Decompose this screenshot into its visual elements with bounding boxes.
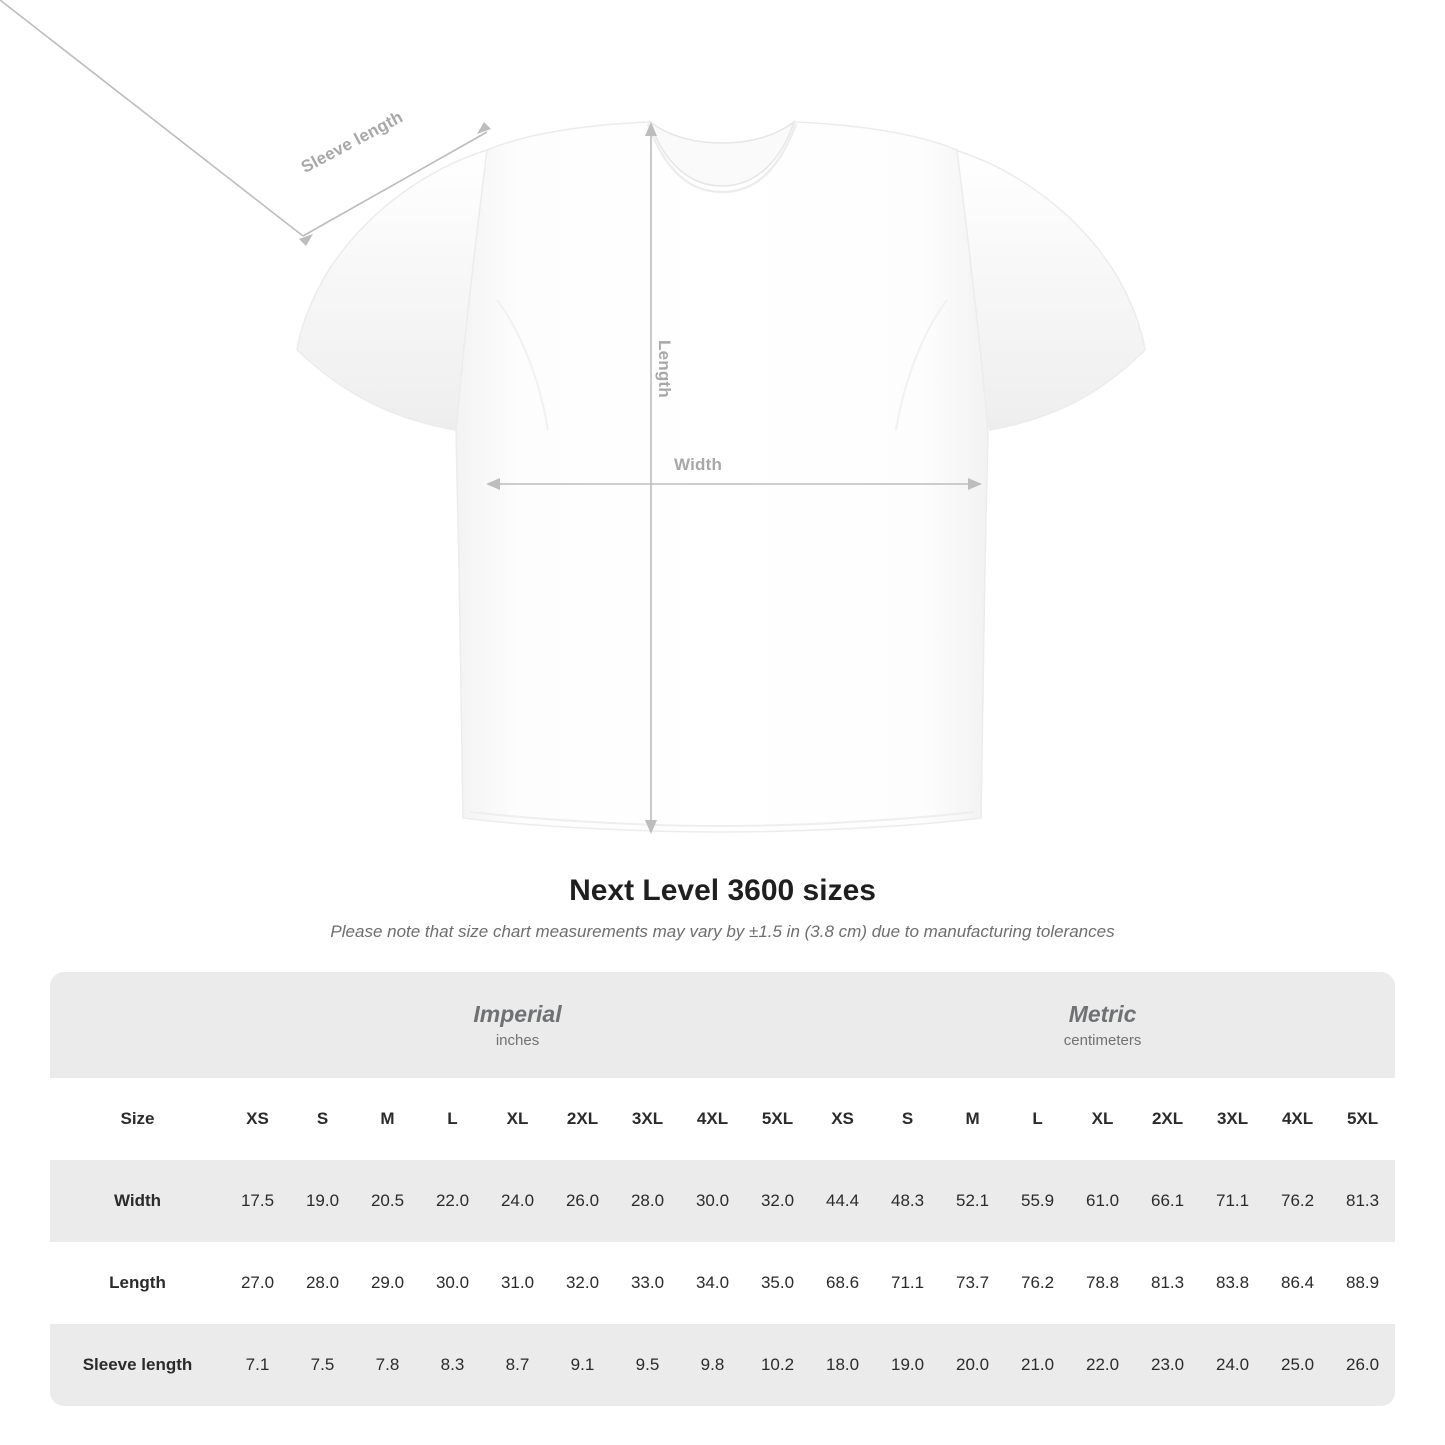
size-header-cell: XS: [225, 1078, 290, 1160]
cell-value: 10.2: [745, 1324, 810, 1406]
size-table: [50, 972, 1395, 1406]
title-block: [0, 874, 1445, 942]
size-header-cell: 4XL: [1265, 1078, 1330, 1160]
table-row: [50, 1160, 1395, 1242]
size-header-cell: 2XL: [550, 1078, 615, 1160]
unit-header-row: [50, 972, 1395, 1078]
cell-value: 9.5: [615, 1324, 680, 1406]
size-header-cell: L: [420, 1078, 485, 1160]
cell-value: 7.8: [355, 1324, 420, 1406]
table-row: [50, 1324, 1395, 1406]
page-title: Next Level 3600 sizes: [569, 874, 876, 907]
size-header-row: [50, 1078, 1395, 1160]
size-header-cell: 5XL: [1330, 1078, 1395, 1160]
sleeve-length-label: Sleeve length: [298, 107, 406, 177]
cell-value: 19.0: [290, 1160, 355, 1242]
cell-value: 83.8: [1200, 1242, 1265, 1324]
unit-spacer-cell: [50, 972, 225, 1078]
cell-value: 27.0: [225, 1242, 290, 1324]
cell-value: 86.4: [1265, 1242, 1330, 1324]
cell-value: 19.0: [875, 1324, 940, 1406]
unit-group-imperial: [225, 972, 810, 1078]
cell-value: 32.0: [550, 1242, 615, 1324]
cell-value: 28.0: [290, 1242, 355, 1324]
cell-value: 20.5: [355, 1160, 420, 1242]
cell-value: 78.8: [1070, 1242, 1135, 1324]
cell-value: 25.0: [1265, 1324, 1330, 1406]
cell-value: 71.1: [875, 1242, 940, 1324]
tolerance-note: Please note that size chart measurements may vary by ±1.5 in (3.8 cm) due to manufacturing tolerances: [330, 922, 1115, 941]
unit-imperial-sub: inches: [495, 1032, 540, 1050]
size-header-cell: 2XL: [1135, 1078, 1200, 1160]
size-header-cell: 3XL: [1200, 1078, 1265, 1160]
cell-value: 44.4: [810, 1160, 875, 1242]
cell-value: 8.7: [485, 1324, 550, 1406]
table-row: [50, 1242, 1395, 1324]
size-header-cell: L: [1005, 1078, 1070, 1160]
cell-value: 7.1: [225, 1324, 290, 1406]
cell-value: 9.1: [550, 1324, 615, 1406]
size-header-cell: XL: [485, 1078, 550, 1160]
cell-value: 22.0: [420, 1160, 485, 1242]
cell-value: 55.9: [1005, 1160, 1070, 1242]
size-header-cell: S: [290, 1078, 355, 1160]
size-header-cell: 3XL: [615, 1078, 680, 1160]
unit-group-metric: [810, 972, 1395, 1078]
cell-value: 17.5: [225, 1160, 290, 1242]
length-label: Length: [655, 340, 674, 398]
cell-value: 81.3: [1135, 1242, 1200, 1324]
cell-value: 48.3: [875, 1160, 940, 1242]
cell-value: 76.2: [1265, 1160, 1330, 1242]
cell-value: 26.0: [550, 1160, 615, 1242]
cell-value: 73.7: [940, 1242, 1005, 1324]
cell-value: 26.0: [1330, 1324, 1395, 1406]
cell-value: 20.0: [940, 1324, 1005, 1406]
cell-value: 88.9: [1330, 1242, 1395, 1324]
row-label-sleeve-length: Sleeve length: [50, 1324, 225, 1406]
cell-value: 9.8: [680, 1324, 745, 1406]
unit-imperial-name: Imperial: [473, 1000, 562, 1027]
cell-value: 24.0: [1200, 1324, 1265, 1406]
cell-value: 31.0: [485, 1242, 550, 1324]
row-label-width: Width: [50, 1160, 225, 1242]
size-header-cell: M: [355, 1078, 420, 1160]
cell-value: 76.2: [1005, 1242, 1070, 1324]
size-header-cell: M: [940, 1078, 1005, 1160]
cell-value: 22.0: [1070, 1324, 1135, 1406]
cell-value: 52.1: [940, 1160, 1005, 1242]
cell-value: 29.0: [355, 1242, 420, 1324]
cell-value: 35.0: [745, 1242, 810, 1324]
cell-value: 24.0: [485, 1160, 550, 1242]
size-table-wrapper: [50, 972, 1395, 1406]
cell-value: 71.1: [1200, 1160, 1265, 1242]
cell-value: 32.0: [745, 1160, 810, 1242]
cell-value: 30.0: [420, 1242, 485, 1324]
width-label: Width: [674, 455, 723, 474]
size-header-cell: 4XL: [680, 1078, 745, 1160]
cell-value: 18.0: [810, 1324, 875, 1406]
cell-value: 21.0: [1005, 1324, 1070, 1406]
cell-value: 61.0: [1070, 1160, 1135, 1242]
cell-value: 8.3: [420, 1324, 485, 1406]
size-header-cell: XS: [810, 1078, 875, 1160]
cell-value: 34.0: [680, 1242, 745, 1324]
cell-value: 33.0: [615, 1242, 680, 1324]
cell-value: 81.3: [1330, 1160, 1395, 1242]
unit-metric-sub: centimeters: [1063, 1032, 1142, 1050]
cell-value: 23.0: [1135, 1324, 1200, 1406]
cell-value: 28.0: [615, 1160, 680, 1242]
size-row-label: Size: [50, 1078, 225, 1160]
cell-value: 68.6: [810, 1242, 875, 1324]
cell-value: 7.5: [290, 1324, 355, 1406]
row-label-length: Length: [50, 1242, 225, 1324]
size-header-cell: XL: [1070, 1078, 1135, 1160]
cell-value: 66.1: [1135, 1160, 1200, 1242]
size-header-cell: 5XL: [745, 1078, 810, 1160]
cell-value: 30.0: [680, 1160, 745, 1242]
size-header-cell: S: [875, 1078, 940, 1160]
unit-metric-name: Metric: [1068, 1000, 1137, 1027]
